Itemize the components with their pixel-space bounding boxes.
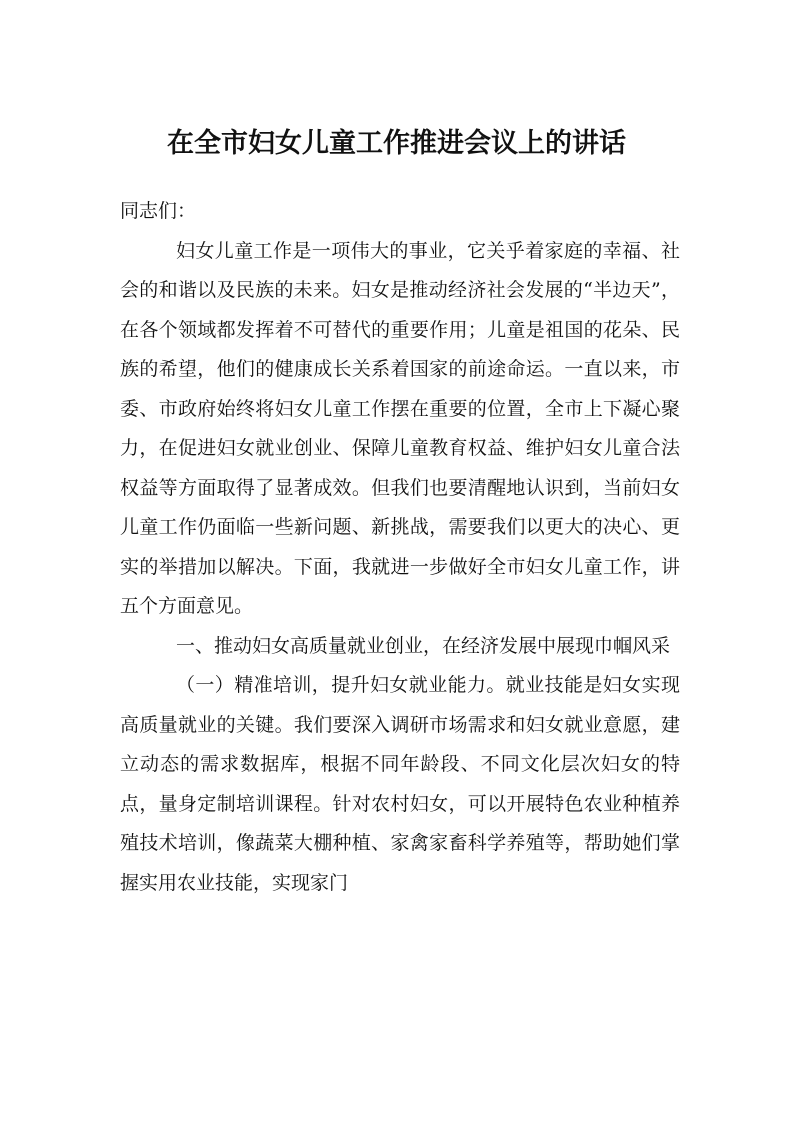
document-title: 在全市妇女儿童工作推进会议上的讲话 [167,128,626,159]
salutation: 同志们： [120,200,197,222]
section-heading-1: 一、推动妇女高质量就业创业，在经济发展中展现巾帼风采 [176,634,671,657]
subsection-paragraph-1: （一）精准培训，提升妇女就业能力。就业技能是妇女实现高质量就业的关键。我们要深入调研市场需求和妇女就业意愿，建立动态的需求数据库，根据不同年龄段、不同文化层次妇女的特点，量身定制培训课程。针对农村妇女，可以开展特色农业种植养殖技术培训，像蔬菜大棚种植、家禽家畜科学养殖等，帮助她们掌握实用农业技能，实现家门 [120,674,680,894]
document-body [120,192,680,903]
intro-paragraph: 妇女儿童工作是一项伟大的事业，它关乎着家庭的幸福、社会的和谐以及民族的未来。妇女是推动经济社会发展的“半边天”，在各个领域都发挥着不可替代的重要作用；儿童是祖国的花朵、民族的希望，他们的健康成长关系着国家的前途命运。一直以来，市委、市政府始终将妇女儿童工作摆在重要的位置，全市上下凝心聚力，在促进妇女就业创业、保障儿童教育权益、维护妇女儿童合法权益等方面取得了显著成效。但我们也要清醒地认识到，当前妇女儿童工作仍面临一些新问题、新挑战，需要我们以更大的决心、更实的举措加以解决。下面，我就进一步做好全市妇女儿童工作，讲五个方面意见。 [120,239,680,617]
